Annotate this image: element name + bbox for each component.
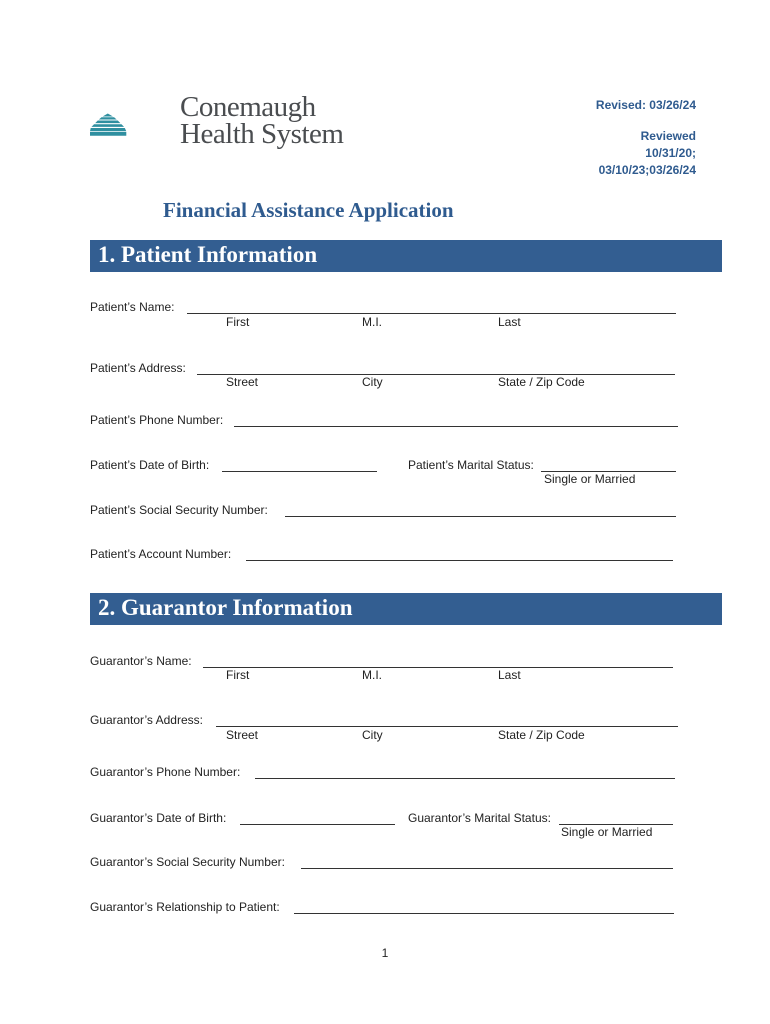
patient-account-label: Patient’s Account Number: <box>90 547 232 561</box>
patient-address-field[interactable] <box>197 374 675 375</box>
state-zip-sublabel: State / Zip Code <box>498 728 585 742</box>
conemaugh-logo-icon <box>90 94 190 156</box>
patient-name-label: Patient’s Name: <box>90 300 175 314</box>
guarantor-dob-label: Guarantor’s Date of Birth: <box>90 811 227 825</box>
mi-sublabel: M.I. <box>362 668 382 682</box>
city-sublabel: City <box>362 728 383 742</box>
street-sublabel: Street <box>226 728 259 742</box>
logo-line1: Conemaugh <box>180 91 316 123</box>
reviewed-date-1: 10/31/20; <box>645 146 696 160</box>
single-married-sublabel: Single or Married <box>544 472 636 486</box>
state-zip-sublabel: State / Zip Code <box>498 375 585 389</box>
section-heading: 2. Guarantor Information <box>98 595 353 620</box>
section-header-patient <box>90 240 722 272</box>
patient-dob-label: Patient’s Date of Birth: <box>90 458 210 472</box>
guarantor-name-field[interactable] <box>203 667 673 668</box>
revised-date: Revised: 03/26/24 <box>595 98 696 112</box>
patient-ssn-field[interactable] <box>285 516 676 517</box>
document-title: Financial Assistance Application <box>163 198 454 222</box>
guarantor-address-field[interactable] <box>216 726 678 727</box>
first-sublabel: First <box>226 668 250 682</box>
street-sublabel: Street <box>226 375 259 389</box>
guarantor-address-label: Guarantor’s Address: <box>90 713 203 727</box>
guarantor-phone-field[interactable] <box>255 778 675 779</box>
guarantor-ssn-field[interactable] <box>301 868 673 869</box>
guarantor-relationship-field[interactable] <box>294 913 674 914</box>
patient-dob-field[interactable] <box>222 471 377 472</box>
reviewed-label: Reviewed <box>640 129 696 143</box>
last-sublabel: Last <box>498 315 521 329</box>
patient-ssn-label: Patient’s Social Security Number: <box>90 503 268 517</box>
patient-address-label: Patient’s Address: <box>90 361 186 375</box>
city-sublabel: City <box>362 375 383 389</box>
logo-line2: Health System <box>180 118 344 150</box>
page-number: 1 <box>381 946 389 960</box>
guarantor-ssn-label: Guarantor’s Social Security Number: <box>90 855 285 869</box>
patient-name-field[interactable] <box>187 313 676 314</box>
last-sublabel: Last <box>498 668 521 682</box>
patient-phone-field[interactable] <box>234 426 678 427</box>
guarantor-marital-label: Guarantor’s Marital Status: <box>408 811 551 825</box>
guarantor-name-label: Guarantor’s Name: <box>90 654 192 668</box>
section-header-guarantor <box>90 593 722 625</box>
guarantor-dob-field[interactable] <box>240 824 395 825</box>
guarantor-relationship-label: Guarantor’s Relationship to Patient: <box>90 900 280 914</box>
section-heading: 1. Patient Information <box>98 242 318 267</box>
mi-sublabel: M.I. <box>362 315 382 329</box>
patient-account-field[interactable] <box>246 560 673 561</box>
first-sublabel: First <box>226 315 250 329</box>
guarantor-phone-label: Guarantor’s Phone Number: <box>90 765 241 779</box>
patient-marital-label: Patient’s Marital Status: <box>408 458 534 472</box>
single-married-sublabel: Single or Married <box>561 825 653 839</box>
reviewed-date-2: 03/10/23;03/26/24 <box>598 163 696 177</box>
patient-phone-label: Patient’s Phone Number: <box>90 413 224 427</box>
